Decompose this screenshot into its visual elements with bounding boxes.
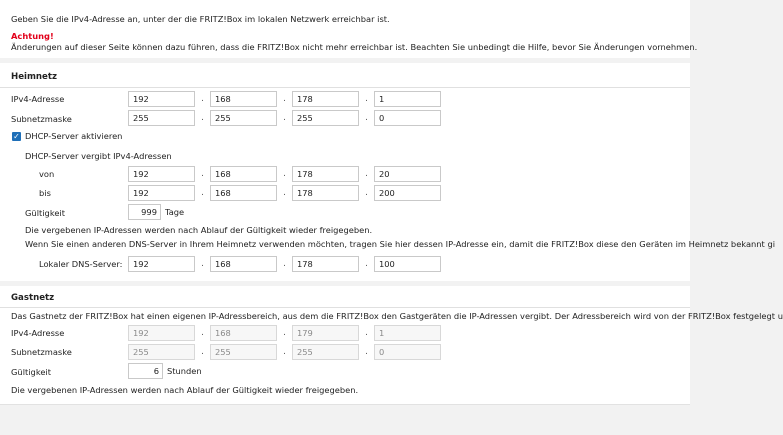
dot-separator: .: [365, 169, 368, 179]
warning-text: Änderungen auf dieser Seite können dazu führen, dass die FRITZ!Box nicht mehr erreichbar ist. Beachten Sie unbedingt die Hilfe, bevor Sie Änderungen vornehmen.: [11, 42, 698, 52]
dot-separator: .: [365, 188, 368, 198]
gastnetz-release-note: Die vergebenen IP-Adressen werden nach Ablauf der Gültigkeit wieder freigegeben.: [11, 385, 359, 395]
gastnetz-mask-octet-4: 0: [374, 344, 441, 360]
gastnetz-ipv4-octet-3: 179: [292, 325, 359, 341]
gastnetz-ipv4-octet-4: 1: [374, 325, 441, 341]
dot-separator: .: [201, 169, 204, 179]
dhcp-from-label: von: [39, 169, 55, 179]
dhcp-range-label: DHCP-Server vergibt IPv4-Adressen: [25, 151, 172, 161]
validity-days-input[interactable]: 999: [128, 204, 161, 220]
divider: [0, 87, 690, 88]
gastnetz-mask-fields: [128, 344, 441, 360]
dot-separator: .: [201, 188, 204, 198]
heimnetz-panel: [0, 63, 776, 281]
intro-panel: [0, 0, 698, 58]
heimnetz-ipv4-octet-4[interactable]: 1: [374, 91, 441, 107]
release-note: Die vergebenen IP-Adressen werden nach Ablauf der Gültigkeit wieder freigegeben.: [25, 225, 373, 235]
gastnetz-title: Gastnetz: [11, 293, 55, 303]
dot-separator: .: [283, 169, 286, 179]
dns-octet-2[interactable]: 168: [210, 256, 277, 272]
dot-separator: .: [365, 113, 368, 123]
dot-separator: .: [365, 328, 368, 338]
dns-server-fields: [128, 256, 441, 272]
dot-separator: .: [283, 94, 286, 104]
gastnetz-validity-input[interactable]: 6: [128, 363, 163, 379]
heimnetz-mask-octet-1[interactable]: 255: [128, 110, 195, 126]
gastnetz-description: Das Gastnetz der FRITZ!Box hat einen eigenen IP-Adressbereich, aus dem die FRITZ!Box den Gastgeräten die IP-Adressen vergibt. Der Adressbereich wird von der FRITZ!Box festgelegt u: [11, 311, 783, 321]
dhcp-enable-checkbox[interactable]: [12, 132, 21, 141]
dot-separator: .: [201, 328, 204, 338]
heimnetz-ipv4-octet-2[interactable]: 168: [210, 91, 277, 107]
warning-title: Achtung!: [11, 31, 54, 41]
dhcp-enable-label: DHCP-Server aktivieren: [25, 131, 123, 141]
dhcp-from-octet-2[interactable]: 168: [210, 166, 277, 182]
dhcp-to-octet-2[interactable]: 168: [210, 185, 277, 201]
dhcp-to-fields: [128, 185, 441, 201]
heimnetz-mask-octet-3[interactable]: 255: [292, 110, 359, 126]
dot-separator: .: [283, 259, 286, 269]
dns-octet-4[interactable]: 100: [374, 256, 441, 272]
validity-label: Gültigkeit: [25, 208, 65, 218]
dot-separator: .: [201, 259, 204, 269]
gastnetz-validity-label: Gültigkeit: [11, 367, 51, 377]
dhcp-from-octet-1[interactable]: 192: [128, 166, 195, 182]
heimnetz-ipv4-octet-3[interactable]: 178: [292, 91, 359, 107]
dot-separator: .: [201, 94, 204, 104]
dot-separator: .: [365, 259, 368, 269]
dot-separator: .: [365, 94, 368, 104]
dhcp-to-octet-1[interactable]: 192: [128, 185, 195, 201]
dns-octet-1[interactable]: 192: [128, 256, 195, 272]
intro-text: Geben Sie die IPv4-Adresse an, unter der die FRITZ!Box im lokalen Netzwerk erreichbar ist.: [11, 14, 390, 24]
gastnetz-mask-octet-3: 255: [292, 344, 359, 360]
dot-separator: .: [283, 347, 286, 357]
dot-separator: .: [365, 347, 368, 357]
dot-separator: .: [201, 347, 204, 357]
gastnetz-panel: [0, 286, 783, 405]
gastnetz-ipv4-fields: [128, 325, 441, 341]
dhcp-to-octet-3[interactable]: 178: [292, 185, 359, 201]
gastnetz-mask-octet-1: 255: [128, 344, 195, 360]
gastnetz-mask-label: Subnetzmaske: [11, 347, 72, 357]
heimnetz-ipv4-fields: [128, 91, 441, 107]
dns-note: Wenn Sie einen anderen DNS-Server in Ihrem Heimnetz verwenden möchten, tragen Sie hier dessen IP-Adresse ein, damit die FRITZ!Box diese den Geräten im Heimnetz bekannt gi: [25, 239, 776, 249]
heimnetz-mask-fields: [128, 110, 441, 126]
dhcp-from-fields: [128, 166, 441, 182]
heimnetz-ipv4-octet-1[interactable]: 192: [128, 91, 195, 107]
dhcp-from-octet-4[interactable]: 20: [374, 166, 441, 182]
divider: [0, 307, 690, 308]
heimnetz-mask-label: Subnetzmaske: [11, 114, 72, 124]
heimnetz-ipv4-label: IPv4-Adresse: [11, 94, 65, 104]
gastnetz-ipv4-octet-1: 192: [128, 325, 195, 341]
gastnetz-ipv4-octet-2: 168: [210, 325, 277, 341]
checkmark-icon: ✓: [13, 132, 20, 141]
dot-separator: .: [283, 328, 286, 338]
gastnetz-validity-unit: Stunden: [167, 366, 202, 376]
validity-unit: Tage: [165, 207, 185, 217]
dot-separator: .: [201, 113, 204, 123]
dhcp-to-label: bis: [39, 188, 51, 198]
heimnetz-mask-octet-4[interactable]: 0: [374, 110, 441, 126]
dot-separator: .: [283, 188, 286, 198]
dot-separator: .: [283, 113, 286, 123]
dns-server-label: Lokaler DNS-Server:: [39, 259, 123, 269]
gastnetz-ipv4-label: IPv4-Adresse: [11, 328, 65, 338]
dhcp-to-octet-4[interactable]: 200: [374, 185, 441, 201]
dhcp-from-octet-3[interactable]: 178: [292, 166, 359, 182]
dns-octet-3[interactable]: 178: [292, 256, 359, 272]
heimnetz-title: Heimnetz: [11, 72, 57, 82]
heimnetz-mask-octet-2[interactable]: 255: [210, 110, 277, 126]
gastnetz-mask-octet-2: 255: [210, 344, 277, 360]
